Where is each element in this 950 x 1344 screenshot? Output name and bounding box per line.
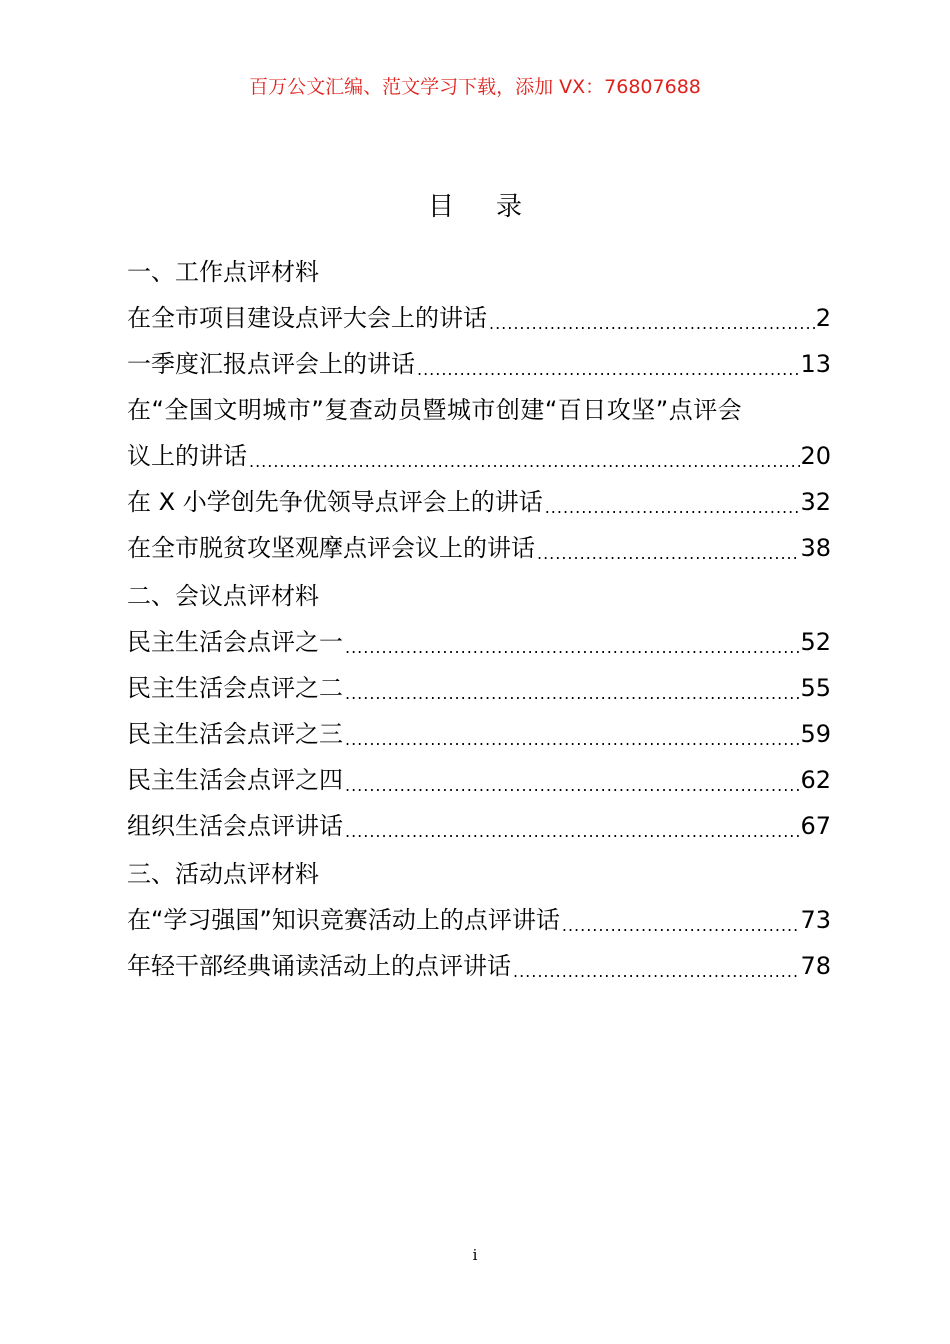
dot-leader <box>343 636 800 660</box>
section-heading: 一、工作点评材料 <box>127 258 319 286</box>
toc-entry[interactable] <box>127 392 831 474</box>
dot-leader <box>560 914 801 938</box>
toc-entry[interactable] <box>127 716 831 752</box>
toc-entry-page: 32 <box>800 488 831 516</box>
toc-entry-page: 52 <box>800 628 831 656</box>
toc-title <box>0 186 950 223</box>
toc-entry-page: 20 <box>800 442 831 470</box>
dot-leader <box>247 450 800 474</box>
toc-entry-page: 59 <box>800 720 831 748</box>
toc-entry[interactable] <box>127 948 831 984</box>
table-of-contents <box>127 252 831 984</box>
toc-entry[interactable] <box>127 346 831 382</box>
toc-title-right: 录 <box>496 192 523 222</box>
section-heading: 三、活动点评材料 <box>127 860 319 888</box>
toc-entry[interactable] <box>127 530 831 566</box>
toc-entry-page: 2 <box>815 304 831 332</box>
toc-entry-page: 38 <box>800 534 831 562</box>
toc-entry-label-line1: 在“全国文明城市”复查动员暨城市创建“百日攻坚”点评会 <box>127 396 743 424</box>
dot-leader <box>535 542 800 566</box>
toc-title-left: 目 <box>427 192 454 222</box>
toc-entry-label: 一季度汇报点评会上的讲话 <box>127 350 415 378</box>
toc-entry-label: 民主生活会点评之四 <box>127 766 343 794</box>
page-number: i <box>472 1246 478 1264</box>
dot-leader <box>343 820 800 844</box>
toc-entry-label: 年轻干部经典诵读活动上的点评讲话 <box>127 952 511 980</box>
toc-entry-label: 在全市脱贫攻坚观摩点评会议上的讲话 <box>127 534 535 562</box>
dot-leader <box>343 682 800 706</box>
dot-leader <box>487 312 816 336</box>
toc-entry-label-line2: 议上的讲话 <box>127 442 247 470</box>
toc-entry[interactable] <box>127 624 831 660</box>
toc-entry-page: 55 <box>800 674 831 702</box>
toc-entry[interactable] <box>127 670 831 706</box>
promo-banner: 百万公文汇编、范文学习下载，添加 VX：76807688 <box>249 76 701 98</box>
toc-entry-label: 在全市项目建设点评大会上的讲话 <box>127 304 487 332</box>
toc-entry[interactable] <box>127 762 831 798</box>
toc-entry-page: 73 <box>800 906 831 934</box>
toc-entry-label: 组织生活会点评讲话 <box>127 812 343 840</box>
toc-entry-label: 在 X 小学创先争优领导点评会上的讲话 <box>127 488 543 516</box>
toc-entry-label: 民主生活会点评之二 <box>127 674 343 702</box>
toc-entry-label: 民主生活会点评之三 <box>127 720 343 748</box>
toc-entry-page: 13 <box>800 350 831 378</box>
toc-entry-page: 62 <box>800 766 831 794</box>
section-heading: 二、会议点评材料 <box>127 582 319 610</box>
toc-entry-label: 民主生活会点评之一 <box>127 628 343 656</box>
toc-entry[interactable] <box>127 300 831 336</box>
toc-entry-page: 78 <box>800 952 831 980</box>
dot-leader <box>343 728 800 752</box>
toc-entry-label: 在“学习强国”知识竞赛活动上的点评讲话 <box>127 906 560 934</box>
dot-leader <box>543 496 801 520</box>
toc-entry[interactable] <box>127 902 831 938</box>
dot-leader <box>511 960 800 984</box>
toc-entry-page: 67 <box>800 812 831 840</box>
dot-leader <box>415 358 800 382</box>
toc-entry[interactable] <box>127 484 831 520</box>
toc-entry[interactable] <box>127 808 831 844</box>
dot-leader <box>343 774 800 798</box>
